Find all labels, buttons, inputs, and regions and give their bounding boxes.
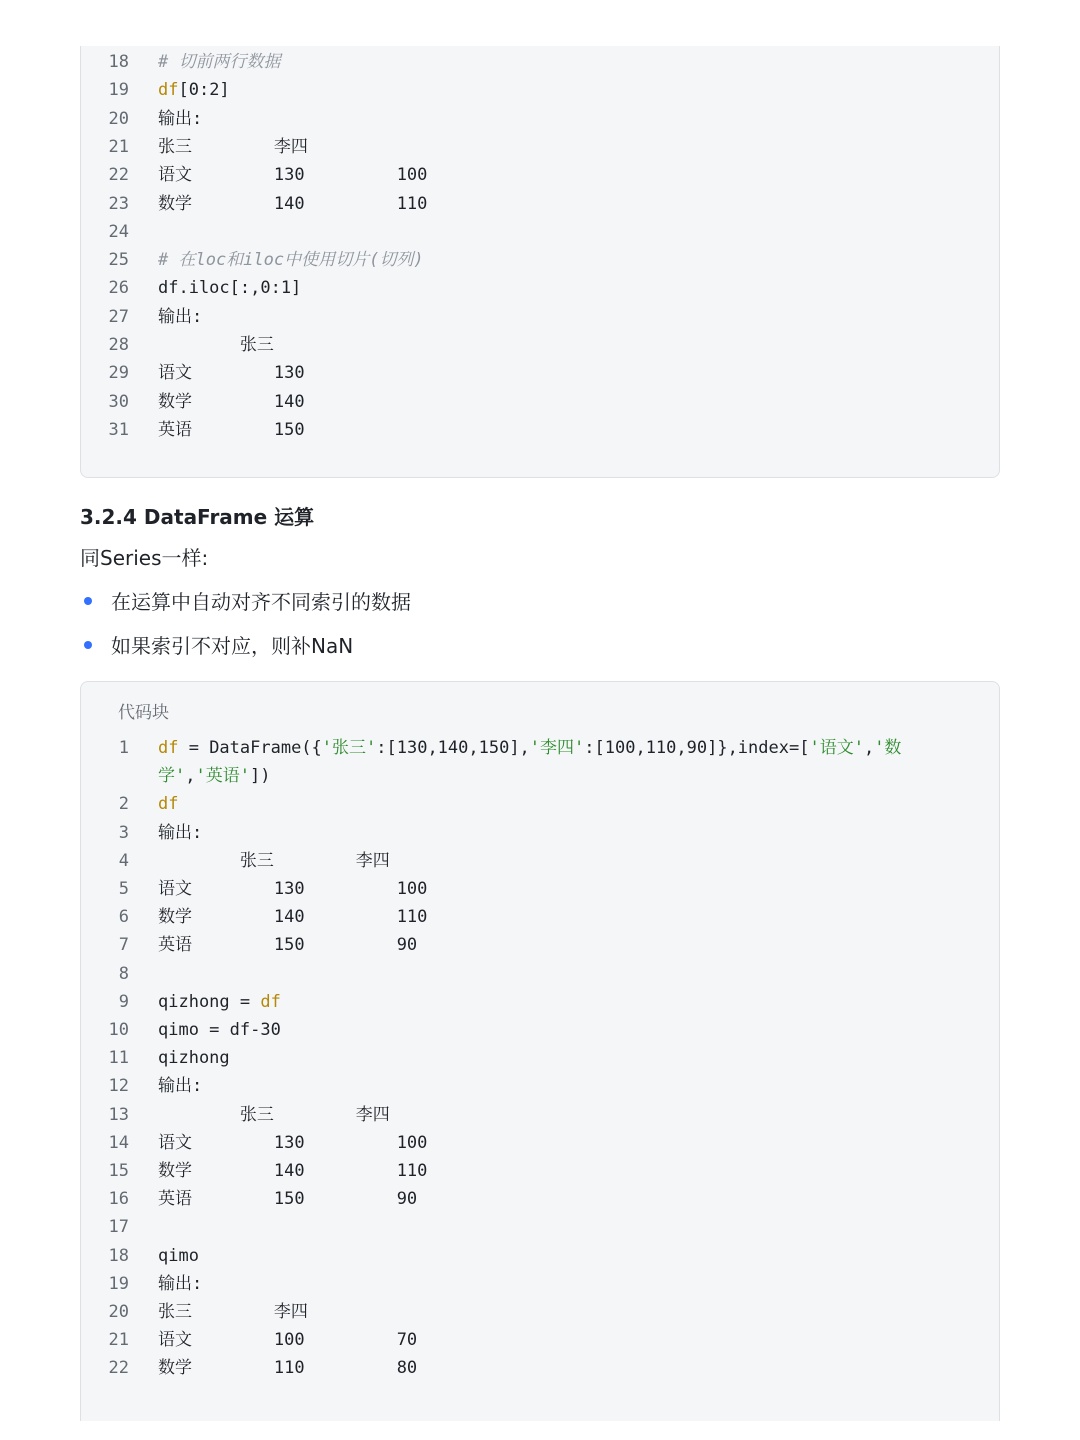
code-line [81, 875, 999, 903]
code-text [158, 1354, 417, 1382]
section-intro: 同Series一样: [80, 546, 209, 570]
code-block-top [80, 46, 1000, 478]
code-text [158, 190, 427, 218]
code-text [158, 246, 424, 274]
line-number: 21 [108, 1330, 129, 1351]
code-token: 英语 150 [158, 419, 305, 440]
code-token: , [863, 738, 875, 758]
code-text [158, 388, 305, 416]
line-number: 30 [108, 391, 129, 412]
line-number: 15 [108, 1161, 129, 1181]
code-line [81, 762, 999, 790]
code-line [81, 303, 999, 331]
line-number: 23 [108, 193, 129, 214]
code-line [81, 76, 999, 104]
code-token: '李四' [529, 738, 585, 758]
code-line [81, 416, 999, 444]
line-number: 5 [118, 879, 129, 899]
code-token: = DataFrame({ [178, 738, 322, 758]
line-number: 7 [118, 935, 129, 956]
code-token: '英语' [195, 766, 250, 787]
code-text [158, 359, 305, 387]
code-line [81, 1072, 999, 1100]
line-number: 25 [108, 250, 129, 271]
code-token: df [260, 991, 281, 1012]
code-token: 输出: [158, 822, 203, 843]
line-number: 13 [108, 1104, 129, 1125]
line-number: 11 [108, 1048, 129, 1069]
code-block-label: 代码块 [118, 703, 169, 723]
code-token: 输出: [158, 306, 203, 327]
code-line [81, 1157, 999, 1185]
code-text [158, 161, 427, 189]
line-number: 17 [108, 1217, 129, 1238]
code-token: df [158, 738, 179, 758]
code-text [158, 48, 280, 76]
code-token: :[130,140,150], [376, 738, 530, 758]
code-text [158, 1185, 417, 1213]
section-heading: 3.2.4 DataFrame 运算 [80, 505, 315, 529]
code-line [81, 218, 999, 246]
code-text [158, 1326, 417, 1354]
code-text [158, 903, 427, 931]
line-number: 9 [118, 991, 129, 1012]
code-line [81, 988, 999, 1016]
code-text [158, 1242, 199, 1270]
line-number: 16 [108, 1189, 129, 1210]
code-token: [0:2] [178, 80, 230, 101]
line-number: 19 [108, 80, 129, 101]
code-token: df.iloc[:,0:1] [158, 278, 302, 299]
code-line [81, 1354, 999, 1382]
code-token: '语文' [809, 738, 864, 758]
code-line [81, 1101, 999, 1129]
code-text [158, 274, 301, 302]
code-line [81, 1298, 999, 1326]
code-token: 语文 130 100 [158, 165, 428, 186]
code-line [81, 903, 999, 931]
code-text [158, 1157, 427, 1185]
line-number: 20 [108, 108, 129, 129]
line-number: 26 [108, 278, 129, 299]
code-text [158, 847, 390, 875]
line-number: 29 [108, 363, 129, 384]
line-number: 6 [118, 907, 129, 928]
line-number: 14 [108, 1132, 129, 1153]
code-token: 输出: [158, 108, 203, 129]
code-token: , [185, 766, 196, 787]
line-number: 27 [108, 306, 129, 327]
bullet-dot-icon [84, 597, 92, 605]
code-line [81, 931, 999, 959]
code-line [81, 388, 999, 416]
line-number: 20 [108, 1302, 129, 1322]
code-line [81, 331, 999, 359]
line-number: 10 [108, 1020, 129, 1040]
bullet-text: 在运算中自动对齐不同索引的数据 [111, 590, 411, 614]
code-line [81, 1213, 999, 1241]
code-token: 语文 130 [158, 363, 305, 384]
code-text [158, 105, 202, 133]
code-token: '张三' [321, 738, 377, 758]
code-line [81, 1016, 999, 1044]
code-token: # 在loc和iloc中使用切片(切列) [158, 250, 424, 271]
code-token: 张三 [158, 335, 274, 355]
code-token: 英语 150 90 [158, 1189, 418, 1210]
code-token: 数学 140 110 [158, 193, 428, 214]
line-number: 12 [108, 1076, 129, 1097]
code-token: qimo [158, 1245, 199, 1266]
code-line [81, 133, 999, 161]
code-token: qimo = df-30 [158, 1020, 281, 1040]
code-line [81, 1242, 999, 1270]
code-token: 语文 100 70 [158, 1330, 418, 1351]
code-text [158, 875, 427, 903]
code-token: # 切前两行数据 [158, 52, 281, 72]
line-number: 4 [118, 850, 129, 871]
code-token: 数学 140 110 [158, 907, 428, 928]
code-token: qizhong [158, 1048, 230, 1069]
code-line [81, 1270, 999, 1298]
code-token: qizhong = [158, 991, 261, 1012]
code-token: 英语 150 90 [158, 935, 418, 956]
line-number: 22 [108, 1358, 129, 1379]
code-line [81, 734, 999, 762]
code-line [81, 790, 999, 818]
line-number: 8 [118, 963, 129, 984]
line-number: 18 [108, 52, 129, 72]
line-number: 22 [108, 165, 129, 186]
code-text [158, 1298, 308, 1326]
code-token: 数学 140 110 [158, 1161, 428, 1181]
line-number: 3 [118, 822, 129, 843]
code-line [81, 1326, 999, 1354]
code-text [158, 1072, 202, 1100]
code-line [81, 274, 999, 302]
code-token: 语文 130 100 [158, 879, 428, 899]
code-token: ]) [249, 766, 271, 787]
line-number: 1 [118, 738, 129, 758]
code-token: df [158, 794, 179, 815]
code-token: 输出: [158, 1076, 203, 1097]
line-number: 2 [118, 794, 129, 815]
code-block [80, 681, 1000, 1421]
code-line [81, 1185, 999, 1213]
line-number: 21 [108, 136, 129, 157]
code-token: 输出: [158, 1273, 203, 1294]
code-text [158, 819, 202, 847]
code-line [81, 161, 999, 189]
code-text [158, 790, 178, 818]
code-token: 数学 110 80 [158, 1358, 418, 1379]
code-text [158, 76, 230, 104]
code-token: '数 [874, 738, 902, 758]
code-line [81, 105, 999, 133]
code-line [81, 48, 999, 76]
code-token: 张三 李四 [158, 136, 308, 157]
code-text [158, 133, 308, 161]
code-token: :[100,110,90]},index=[ [584, 738, 810, 758]
code-text [158, 1016, 281, 1044]
code-text [158, 762, 270, 790]
code-text [158, 1101, 390, 1129]
code-text [158, 1270, 202, 1298]
code-text [158, 931, 417, 959]
code-line [81, 1044, 999, 1072]
code-line [81, 190, 999, 218]
code-token: 学' [158, 766, 186, 787]
line-number: 31 [108, 419, 129, 440]
code-line [81, 819, 999, 847]
code-text [158, 988, 281, 1016]
code-token: 张三 李四 [158, 1302, 308, 1322]
code-token: 张三 李四 [158, 850, 390, 871]
bullet-text: 如果索引不对应，则补NaN [111, 634, 354, 658]
code-token: 数学 140 [158, 391, 305, 412]
code-line [81, 960, 999, 988]
bullet-dot-icon [84, 641, 92, 649]
code-line [81, 359, 999, 387]
line-number: 18 [108, 1245, 129, 1266]
code-line [81, 1129, 999, 1157]
code-token: 语文 130 100 [158, 1132, 428, 1153]
line-number: 24 [108, 221, 129, 242]
code-token: df [158, 80, 179, 101]
code-token: 张三 李四 [158, 1104, 390, 1125]
line-number: 19 [108, 1273, 129, 1294]
line-number: 28 [108, 335, 129, 355]
code-text [158, 734, 901, 762]
code-text [158, 303, 202, 331]
code-text [158, 1129, 427, 1157]
code-line [81, 246, 999, 274]
code-text [158, 331, 274, 359]
code-line [81, 847, 999, 875]
code-text [158, 1044, 230, 1072]
code-text [158, 416, 305, 444]
